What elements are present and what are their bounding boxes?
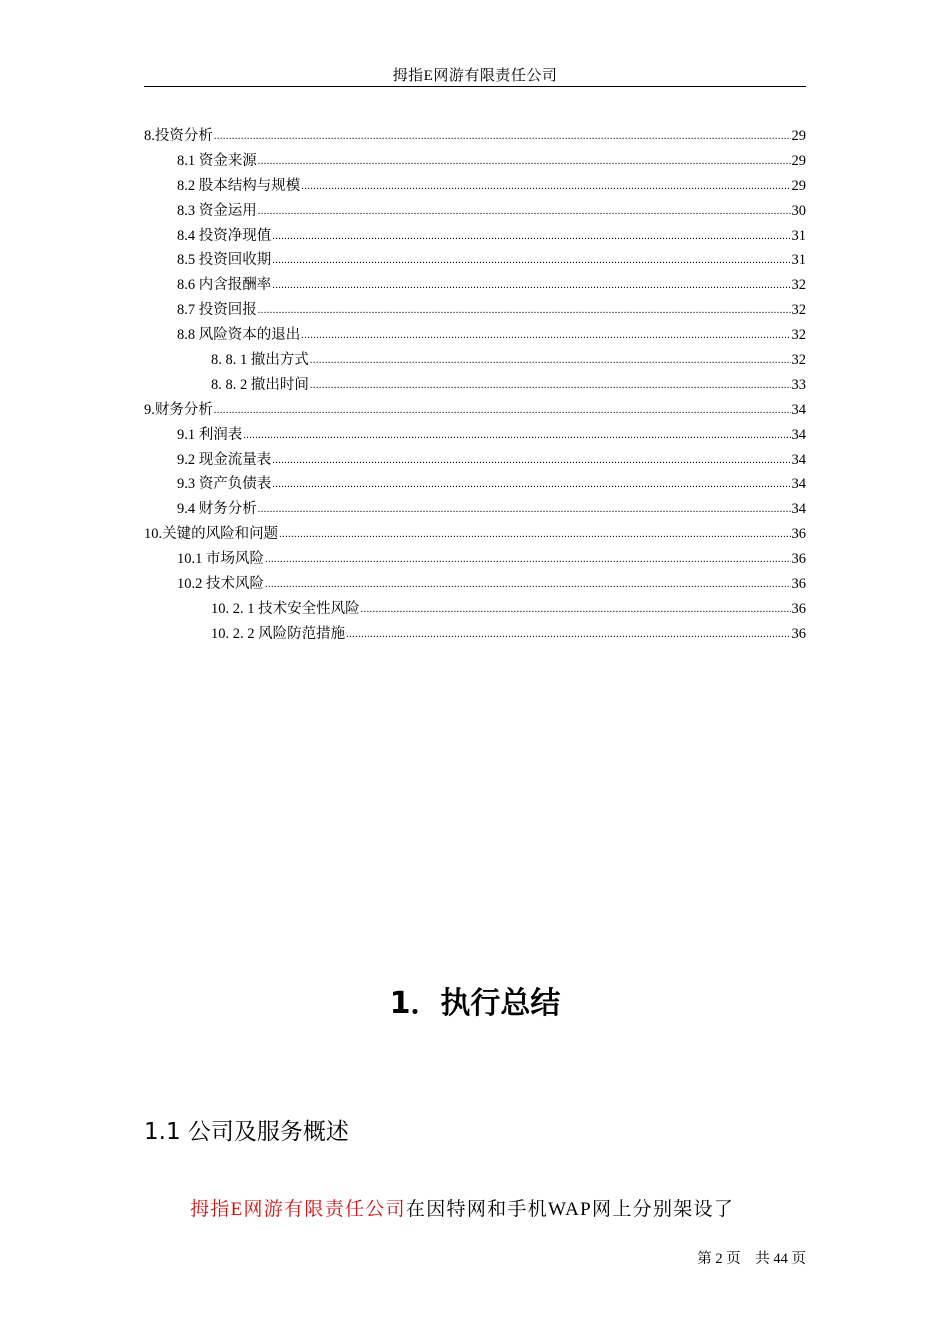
toc-entry-label: 8.3 资金运用	[177, 202, 257, 219]
toc-entry[interactable]	[144, 572, 806, 597]
toc-dot-leader	[310, 380, 791, 391]
toc-entry[interactable]	[144, 547, 806, 572]
toc-dot-leader	[279, 529, 790, 540]
toc-entry[interactable]	[144, 323, 806, 348]
toc-entry[interactable]	[144, 497, 806, 522]
toc-dot-leader	[214, 405, 791, 416]
toc-entry-page: 29	[791, 152, 806, 169]
toc-entry-label: 9.1 利润表	[177, 426, 243, 443]
toc-dot-leader	[243, 430, 790, 441]
toc-entry-label: 10. 2. 2 风险防范措施	[211, 625, 346, 642]
toc-dot-leader	[265, 579, 791, 590]
toc-dot-leader	[361, 604, 791, 615]
toc-entry-page: 32	[791, 327, 806, 344]
body-paragraph	[190, 1194, 734, 1221]
toc-entry-label: 8.5 投资回收期	[177, 252, 272, 269]
toc-entry[interactable]	[144, 298, 806, 323]
toc-entry[interactable]	[144, 597, 806, 622]
toc-entry-page: 36	[791, 600, 806, 617]
toc-dot-leader	[258, 504, 791, 515]
toc-entry-page: 32	[791, 302, 806, 319]
toc-dot-leader	[301, 181, 790, 192]
toc-dot-leader	[346, 629, 790, 640]
toc-entry[interactable]	[144, 149, 806, 174]
toc-dot-leader	[258, 156, 791, 167]
toc-entry[interactable]	[144, 522, 806, 547]
toc-entry-page: 34	[791, 476, 806, 493]
toc-entry[interactable]	[144, 199, 806, 224]
toc-entry-label: 8. 8. 2 撤出时间	[211, 376, 309, 393]
toc-entry-page: 29	[791, 177, 806, 194]
toc-entry[interactable]	[144, 348, 806, 373]
toc-entry-label: 8.7 投资回报	[177, 302, 257, 319]
toc-entry-page: 31	[791, 227, 806, 244]
chapter-title: 1．执行总结	[389, 986, 561, 1021]
toc-entry-page: 32	[791, 277, 806, 294]
header-rule	[144, 86, 806, 87]
toc-entry[interactable]	[144, 373, 806, 398]
toc-entry-label: 8.2 股本结构与规模	[177, 177, 301, 194]
toc-entry-label: 8.1 资金来源	[177, 152, 257, 169]
toc-entry-page: 31	[791, 252, 806, 269]
toc-entry[interactable]	[144, 224, 806, 249]
page-footer: 第 2 页 共 44 页	[697, 1251, 806, 1267]
toc-entry-label: 10.1 市场风险	[177, 551, 264, 568]
page-header: 拇指E网游有限责任公司	[392, 68, 558, 84]
toc-entry-page: 34	[791, 426, 806, 443]
toc-dot-leader	[310, 355, 791, 366]
toc-entry[interactable]	[144, 622, 806, 647]
toc-entry[interactable]	[144, 124, 806, 149]
toc-entry-label: 9.3 资产负债表	[177, 476, 272, 493]
table-of-contents	[144, 124, 806, 647]
toc-entry-label: 10.2 技术风险	[177, 576, 264, 593]
toc-entry[interactable]	[144, 398, 806, 423]
toc-entry-page: 36	[791, 625, 806, 642]
toc-entry[interactable]	[144, 472, 806, 497]
toc-entry-label: 9.4 财务分析	[177, 501, 257, 518]
toc-entry[interactable]	[144, 248, 806, 273]
toc-entry-label: 8.6 内含报酬率	[177, 277, 272, 294]
toc-dot-leader	[214, 131, 791, 142]
toc-entry-page: 30	[791, 202, 806, 219]
toc-dot-leader	[265, 554, 791, 565]
toc-dot-leader	[272, 255, 790, 266]
toc-entry-label: 8. 8. 1 撤出方式	[211, 352, 309, 369]
toc-dot-leader	[258, 305, 791, 316]
toc-dot-leader	[272, 231, 790, 242]
toc-entry-label: 8.4 投资净现值	[177, 227, 272, 244]
toc-entry-page: 36	[791, 526, 806, 543]
toc-entry-page: 34	[791, 401, 806, 418]
toc-entry-page: 36	[791, 576, 806, 593]
toc-entry[interactable]	[144, 423, 806, 448]
toc-entry[interactable]	[144, 448, 806, 473]
toc-dot-leader	[272, 280, 790, 291]
section-title: 1.1 公司及服务概述	[144, 1119, 349, 1145]
toc-dot-leader	[272, 479, 790, 490]
toc-entry-label: 8.8 风险资本的退出	[177, 327, 301, 344]
toc-entry[interactable]	[144, 174, 806, 199]
toc-entry-label: 8.投资分析	[144, 128, 213, 144]
body-text: 在因特网和手机WAP网上分别架设了	[405, 1199, 735, 1220]
toc-dot-leader	[272, 455, 790, 466]
toc-entry-page: 29	[791, 128, 806, 144]
toc-entry-page: 32	[791, 352, 806, 369]
toc-entry-label: 10.关键的风险和问题	[144, 526, 279, 543]
toc-entry-page: 34	[791, 501, 806, 518]
toc-entry-page: 34	[791, 451, 806, 468]
toc-dot-leader	[258, 206, 791, 217]
toc-dot-leader	[301, 330, 790, 341]
company-name: 拇指E网游有限责任公司	[190, 1199, 406, 1220]
toc-entry-label: 9.2 现金流量表	[177, 451, 272, 468]
toc-entry-page: 33	[791, 376, 806, 393]
toc-entry-page: 36	[791, 551, 806, 568]
toc-entry[interactable]	[144, 273, 806, 298]
toc-entry-label: 10. 2. 1 技术安全性风险	[211, 600, 360, 617]
toc-entry-label: 9.财务分析	[144, 401, 213, 418]
